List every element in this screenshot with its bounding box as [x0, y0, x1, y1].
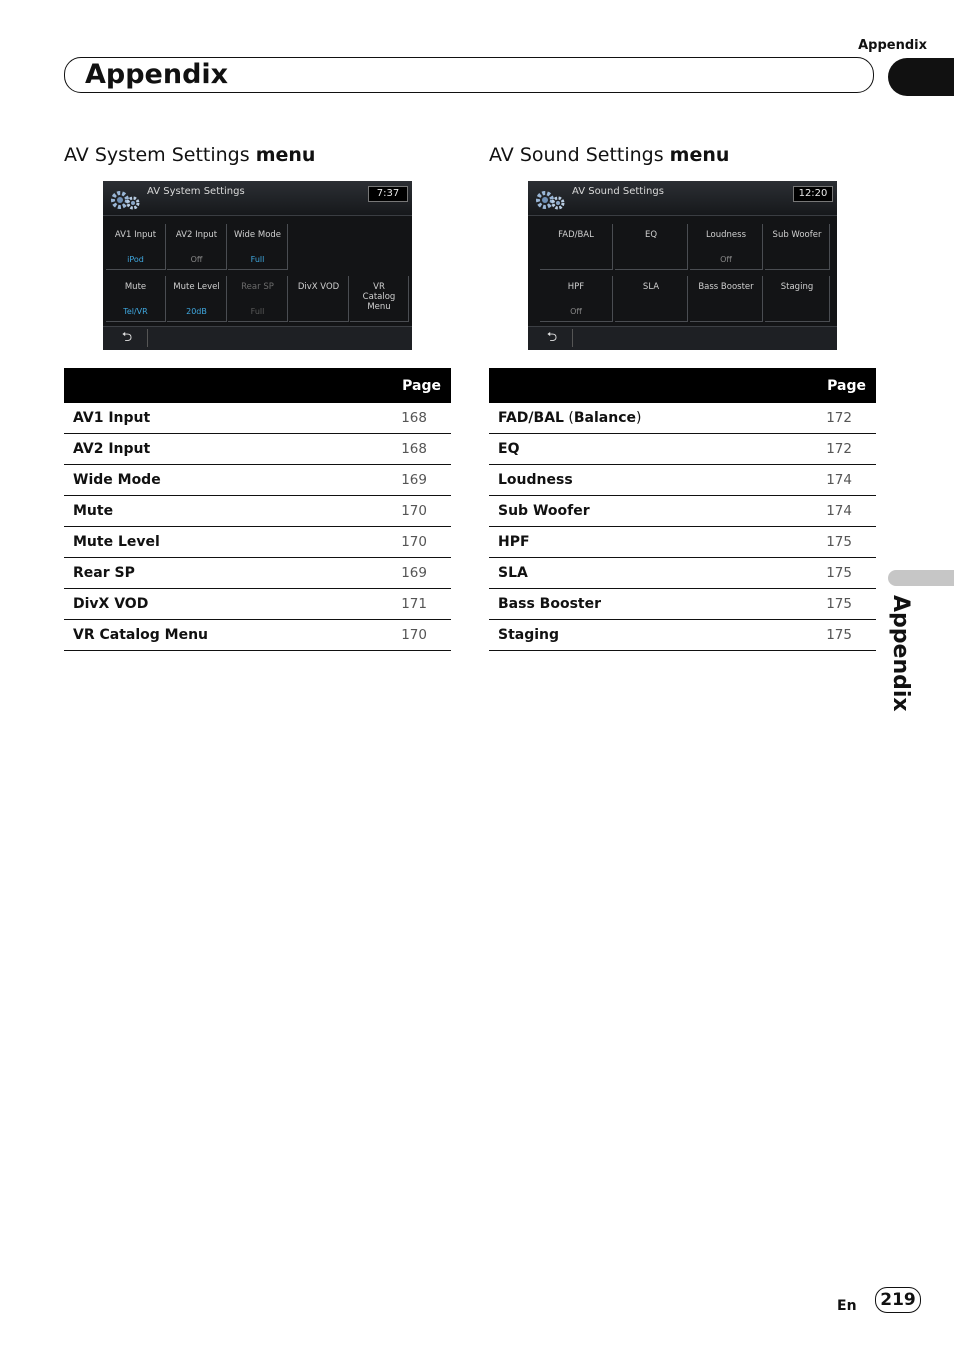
- screen-footer: [103, 326, 412, 350]
- page-ref: 170: [352, 496, 451, 527]
- divx-vod-button[interactable]: [289, 276, 349, 322]
- av2-input-button[interactable]: [167, 224, 227, 270]
- menu-item: VR Catalog Menu: [64, 620, 352, 651]
- page-ref: 171: [352, 589, 451, 620]
- page-ref: 175: [781, 527, 876, 558]
- av-system-settings-screen: [103, 181, 412, 349]
- sla-button[interactable]: [615, 276, 688, 322]
- page-ref: 170: [352, 527, 451, 558]
- button-label: HPF: [567, 282, 585, 292]
- table-header-row: [64, 368, 451, 403]
- sub-woofer-button[interactable]: [765, 224, 830, 270]
- button-label: DivX VOD: [297, 282, 340, 292]
- table-row: [64, 589, 451, 620]
- page-ref: 175: [781, 589, 876, 620]
- button-value: iPod: [127, 255, 144, 264]
- menu-item: Mute Level: [64, 527, 352, 558]
- vr-catalog-menu-button[interactable]: [350, 276, 409, 322]
- table-row: [489, 620, 876, 651]
- page-ref: 172: [781, 403, 876, 434]
- menu-item: [489, 403, 781, 434]
- button-value: Tel/VR: [123, 307, 148, 316]
- back-button[interactable]: [532, 329, 573, 347]
- page-number: 219: [875, 1287, 921, 1313]
- button-label: SLA: [642, 282, 660, 292]
- menu-item: Sub Woofer: [489, 496, 781, 527]
- screen-title: AV Sound Settings: [572, 186, 664, 197]
- table-row: [489, 527, 876, 558]
- screen-title: AV System Settings: [147, 186, 245, 197]
- menu-item: Rear SP: [64, 558, 352, 589]
- page-ref: 174: [781, 465, 876, 496]
- button-value: Full: [250, 307, 265, 316]
- clock-display: 7:37: [368, 186, 408, 202]
- rear-sp-button: [228, 276, 288, 322]
- button-label: Staging: [780, 282, 814, 292]
- heading-main: AV System Settings: [64, 144, 250, 166]
- table-row: [489, 403, 876, 434]
- side-tab-marker: [888, 570, 954, 586]
- loudness-button[interactable]: [690, 224, 763, 270]
- table-row: [489, 496, 876, 527]
- menu-item-extra: Balance: [573, 410, 636, 426]
- menu-item: SLA: [489, 558, 781, 589]
- table-row: [64, 434, 451, 465]
- button-label: AV2 Input: [175, 230, 218, 240]
- paren-close: ): [636, 410, 642, 426]
- eq-button[interactable]: [615, 224, 688, 270]
- table-row: [64, 558, 451, 589]
- menu-item: EQ: [489, 434, 781, 465]
- button-value: Full: [250, 255, 265, 264]
- page-ref: 170: [352, 620, 451, 651]
- button-label: FAD/BAL: [558, 230, 594, 240]
- gear-icon: [109, 185, 143, 213]
- menu-item: Wide Mode: [64, 465, 352, 496]
- button-value: Off: [570, 307, 582, 316]
- page-ref: 168: [352, 403, 451, 434]
- screen-header: [528, 181, 837, 216]
- menu-item: AV1 Input: [64, 403, 352, 434]
- button-value: Off: [190, 255, 203, 264]
- menu-item: Bass Booster: [489, 589, 781, 620]
- back-arrow-icon: ⮌: [121, 330, 133, 345]
- av-sound-settings-screen: [528, 181, 837, 349]
- table-row: [489, 434, 876, 465]
- screen-footer: [528, 326, 837, 350]
- menu-item: Mute: [64, 496, 352, 527]
- screen-header: [103, 181, 412, 216]
- side-tab-label: Appendix: [888, 595, 913, 712]
- mute-button[interactable]: [106, 276, 166, 322]
- button-label: EQ: [644, 230, 658, 240]
- button-label: Rear SP: [241, 282, 274, 292]
- button-label: AV1 Input: [114, 230, 157, 240]
- clock-display: 12:20: [793, 186, 833, 202]
- side-tab: [888, 595, 932, 712]
- language-label: En: [837, 1298, 857, 1314]
- chapter-title-bar: [64, 57, 874, 93]
- page-column-header: Page: [64, 368, 451, 403]
- table-row: [489, 589, 876, 620]
- page-ref: 174: [781, 496, 876, 527]
- button-label: Sub Woofer: [772, 230, 822, 240]
- button-label: Wide Mode: [233, 230, 282, 240]
- page-column-header: Page: [489, 368, 876, 403]
- page-ref: 175: [781, 558, 876, 589]
- button-value: Off: [720, 255, 732, 264]
- menu-item: DivX VOD: [64, 589, 352, 620]
- back-arrow-icon: ⮌: [546, 330, 558, 345]
- page-ref: 175: [781, 620, 876, 651]
- hpf-button[interactable]: [540, 276, 613, 322]
- table-row: [64, 620, 451, 651]
- chapter-title: Appendix: [85, 59, 229, 90]
- page-ref: 169: [352, 465, 451, 496]
- table-row: [64, 527, 451, 558]
- button-label: Mute: [124, 282, 147, 292]
- back-button[interactable]: [107, 329, 148, 347]
- av-system-settings-heading: [64, 143, 315, 167]
- chapter-tab-marker: [888, 58, 954, 96]
- button-label: Mute Level: [173, 282, 220, 292]
- av-sound-settings-table: [489, 368, 876, 651]
- wide-mode-button[interactable]: [228, 224, 288, 270]
- table-row: [489, 465, 876, 496]
- button-value: 20dB: [186, 307, 207, 316]
- fad-bal-button[interactable]: [540, 224, 613, 270]
- gear-icon: [534, 185, 568, 213]
- table-row: [64, 403, 451, 434]
- button-label: Bass Booster: [698, 282, 754, 292]
- table-row: [489, 558, 876, 589]
- menu-item: HPF: [489, 527, 781, 558]
- running-head: Appendix: [858, 38, 927, 53]
- page-ref: 172: [781, 434, 876, 465]
- table-row: [64, 465, 451, 496]
- av1-input-button[interactable]: [106, 224, 166, 270]
- staging-button[interactable]: [765, 276, 830, 322]
- page-ref: 168: [352, 434, 451, 465]
- av-system-settings-table: [64, 368, 451, 651]
- heading-suffix: menu: [669, 144, 730, 166]
- heading-main: AV Sound Settings: [489, 144, 664, 166]
- mute-level-button[interactable]: [167, 276, 227, 322]
- menu-item-name: FAD/BAL: [498, 410, 564, 426]
- menu-item: Loudness: [489, 465, 781, 496]
- page-ref: 169: [352, 558, 451, 589]
- av-sound-settings-heading: [489, 143, 729, 167]
- heading-suffix: menu: [255, 144, 316, 166]
- bass-booster-button[interactable]: [690, 276, 763, 322]
- paren-open: (: [563, 410, 574, 426]
- button-label: Loudness: [705, 230, 747, 240]
- button-label: VR Catalog Menu: [362, 282, 396, 312]
- table-row: [64, 496, 451, 527]
- menu-item: AV2 Input: [64, 434, 352, 465]
- menu-item: Staging: [489, 620, 781, 651]
- table-header-row: [489, 368, 876, 403]
